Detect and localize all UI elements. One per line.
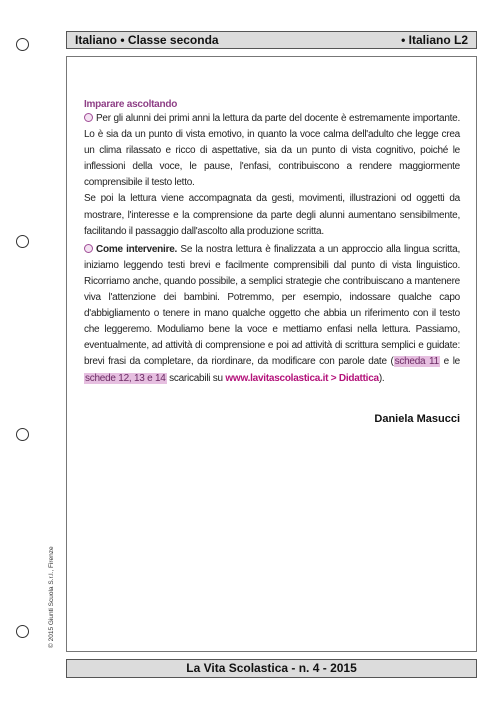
article-body: [84, 98, 460, 387]
binder-hole-3: [16, 428, 29, 441]
copyright-note: © 2015 Giunti Scuola S.r.l., Firenze: [48, 546, 55, 648]
page-header: [66, 31, 477, 49]
binder-hole-1: [16, 38, 29, 51]
section-title: Imparare ascoltando: [84, 99, 178, 110]
paragraph-1: Per gli alunni dei primi anni la lettura da parte del docente è estremamente importante. Lo è sia da un punto di vista emotivo, in quanto la voce calma dell'adulto che legge crea un clima rilassato e ricco di aspettative, sia da un punto di vista cognitivo, poiché le inflessioni della voce, le pause, l'enfasi, contribuiscono a rendere maggiormente comprensibile il testo letto.: [84, 113, 460, 189]
website-link[interactable]: www.lavitascolastica.it > Didattica: [225, 372, 379, 384]
paragraph-lead: Come intervenire.: [96, 243, 178, 255]
author-name: Daniela Masucci: [374, 413, 460, 425]
bullet-icon: [84, 113, 93, 122]
bullet-icon: [84, 244, 93, 253]
scheda-11-link[interactable]: scheda 11: [394, 356, 439, 368]
binder-hole-4: [16, 625, 29, 638]
page-footer: La Vita Scolastica - n. 4 - 2015: [66, 659, 477, 678]
header-section: • Italiano L2: [401, 33, 468, 47]
header-subject: Italiano • Classe seconda: [75, 33, 219, 47]
binder-hole-2: [16, 235, 29, 248]
paragraph-3: Come intervenire. Se la nostra lettura è finalizzata a un approccio alla lingua scritta, iniziamo leggendo testi brevi e facilmente comprensibili dal punto di vista linguistico. Ricorriamo anche, quando possibile, a semplici strategie che contribuiscano a mantenere viva l'attenzione dei bambini. Potremmo, per esempio, indossare qualche capo d'abbigliamento o tenere in mano qualche oggetto che abbia un riferimento con il testo che leggeremo. Moduliamo bene la voce e mettiamo enfasi nella lettura. Passiamo, eventualmente, ad attività di comprensione e poi ad attività di scrittura semplici e guidate: brevi frasi da completare, da riordinare, da modificare con parole date (scheda 11 e le schede 12, 13 e 14 scaricabili su www.lavitascolastica.it > Didattica).: [84, 243, 460, 384]
schede-12-14-link[interactable]: schede 12, 13 e 14: [85, 372, 166, 384]
paragraph-2: Se poi la lettura viene accompagnata da gesti, movimenti, illustrazioni od oggetti da mostrare, l'interesse e la comprensione da parte degli alunni aumentano sensibilmente, facilitando il passaggio dall'ascolto alla produzione scritta.: [84, 193, 460, 237]
